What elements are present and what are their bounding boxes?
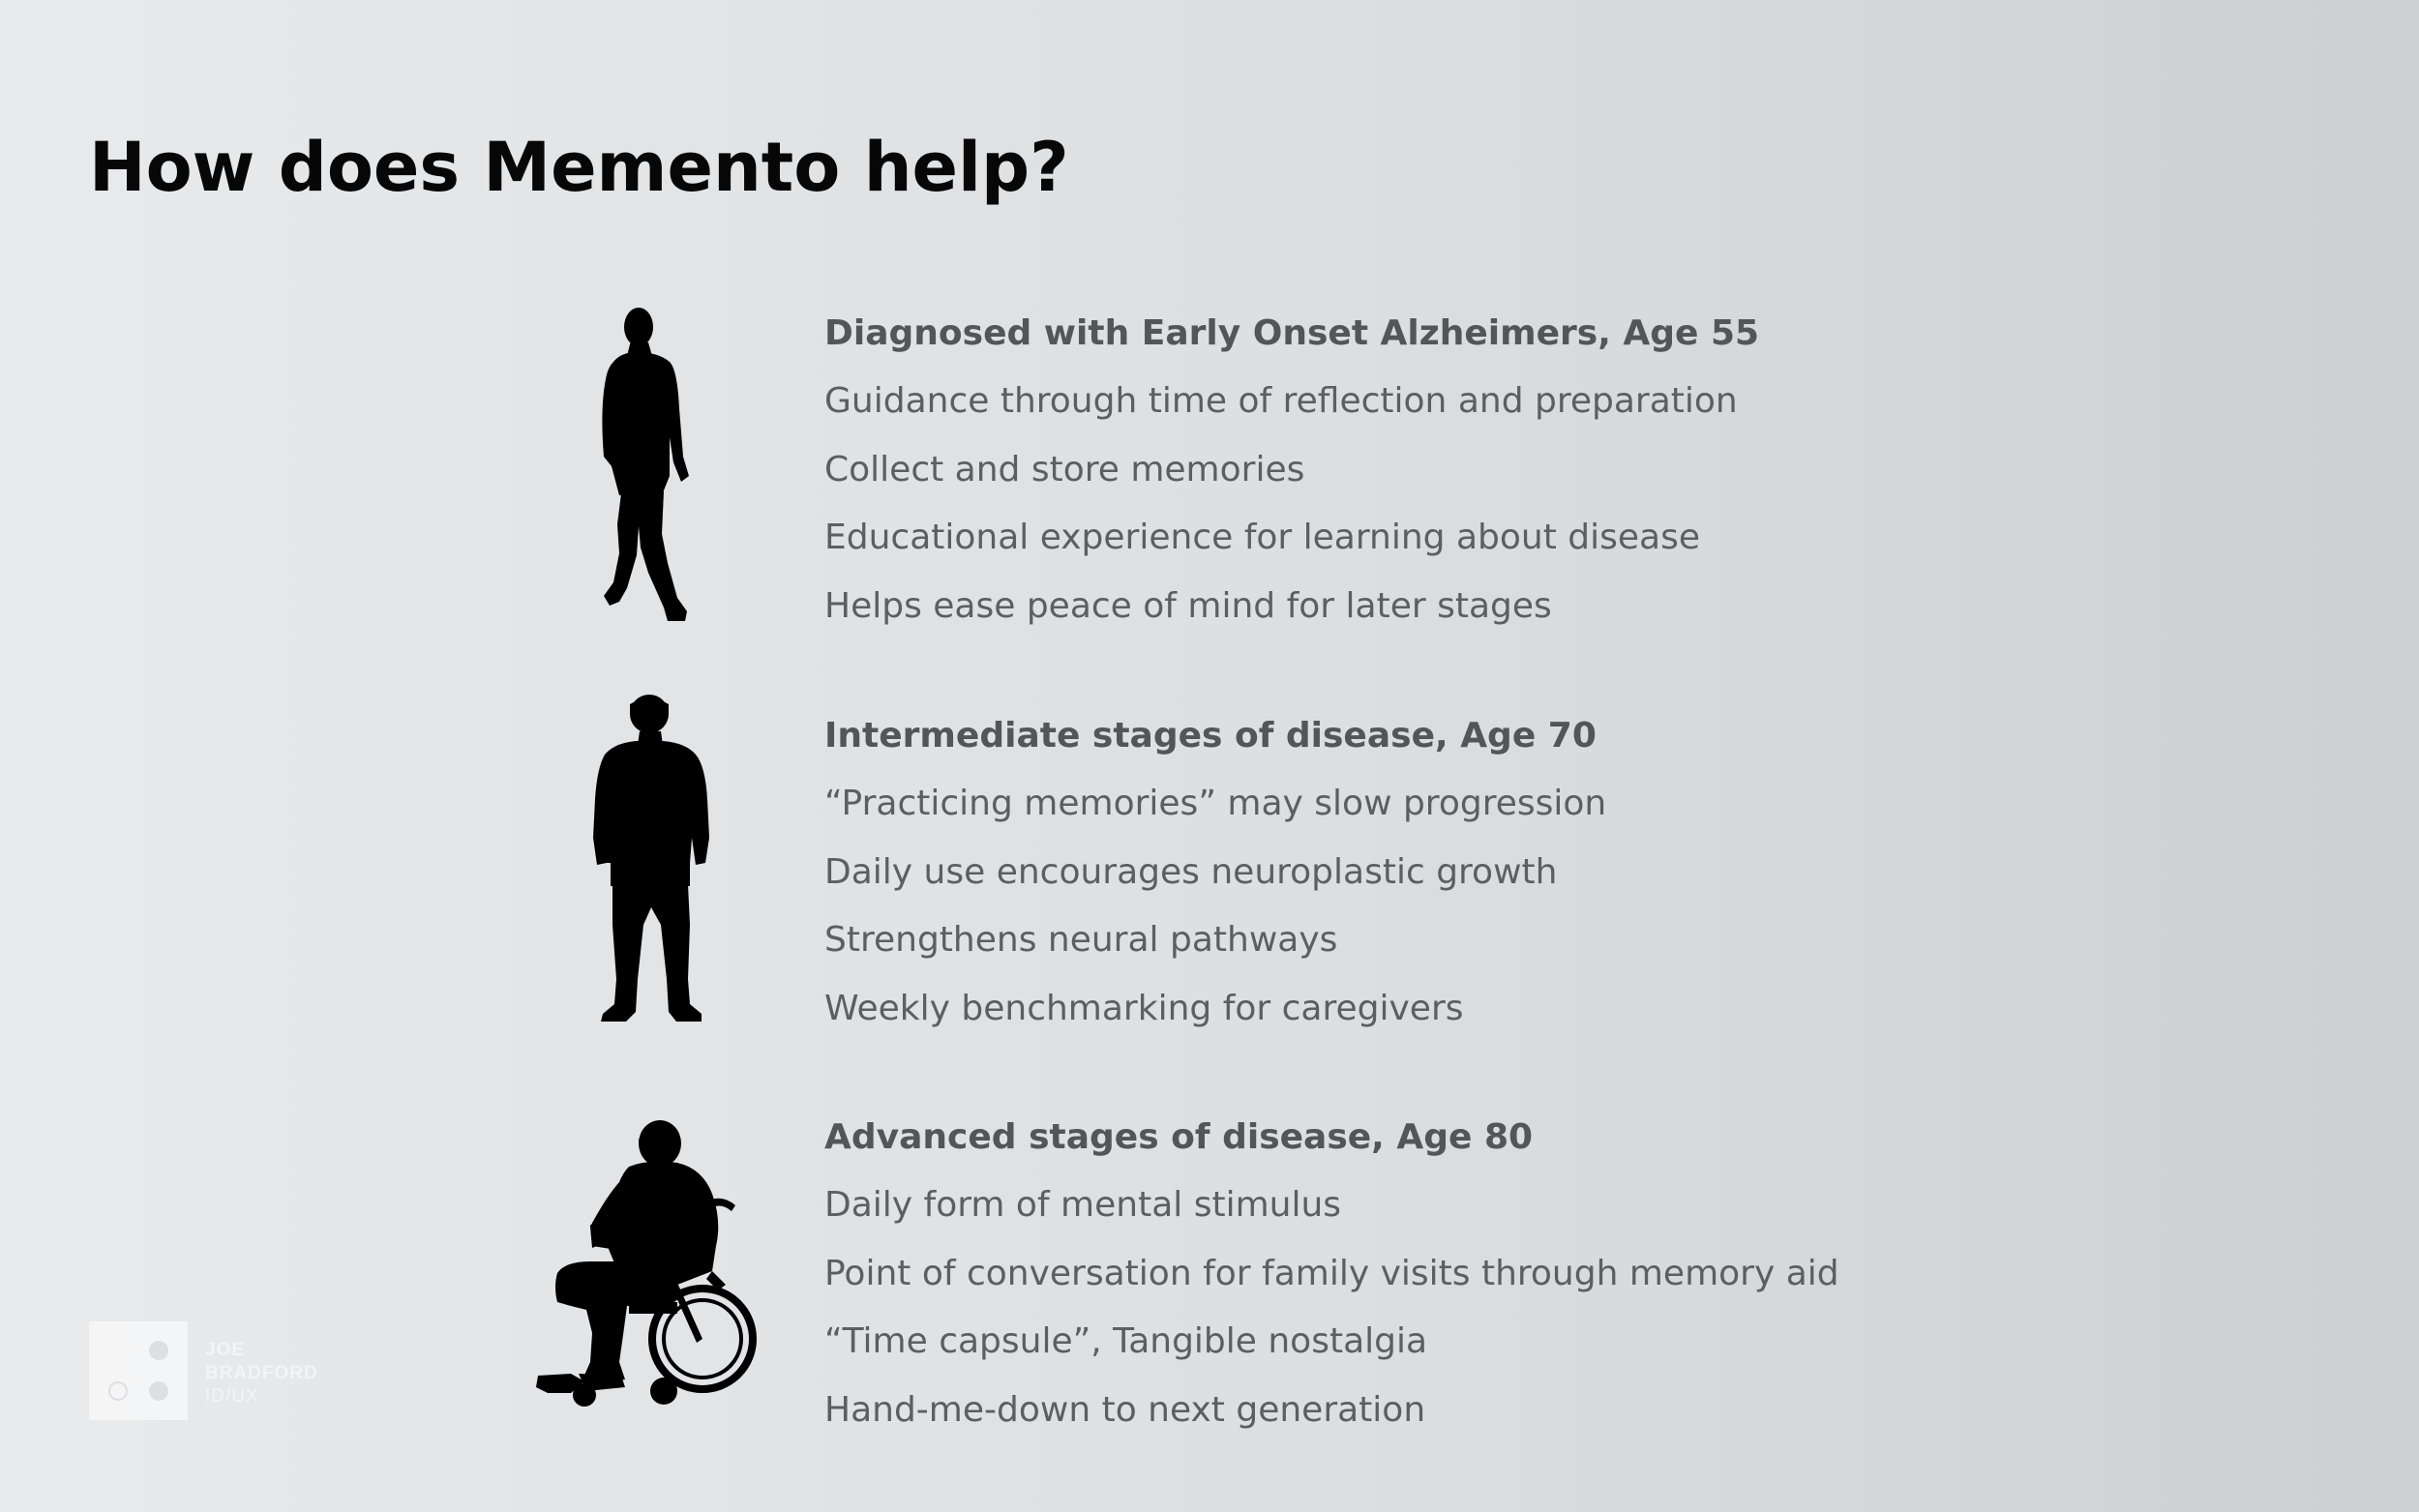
list-item: Helps ease peace of mind for later stages [824, 585, 1552, 626]
logo-line: BRADFORD [205, 1363, 318, 1383]
list-item: Point of conversation for family visits through memory aid [824, 1253, 1839, 1293]
logo-text [205, 1339, 318, 1408]
list-item: Educational experience for learning about disease [824, 518, 1700, 558]
section-advanced [824, 1104, 1839, 1444]
list-item: Daily form of mental stimulus [824, 1185, 1342, 1226]
list-item: Collect and store memories [824, 449, 1305, 489]
list-item: “Time capsule”, Tangible nostalgia [824, 1321, 1428, 1362]
logo-ring-icon [108, 1381, 128, 1401]
section-early-onset [824, 300, 1759, 640]
page-title: How does Memento help? [89, 128, 1069, 207]
logo-dot-icon [149, 1341, 168, 1360]
list-item: Weekly benchmarking for caregivers [824, 988, 1464, 1028]
standing-person-icon [576, 693, 726, 1027]
wheelchair-person-icon [532, 1120, 774, 1410]
section-heading: Diagnosed with Early Onset Alzheimers, Age 55 [824, 313, 1760, 353]
logo-dot-icon [149, 1381, 168, 1401]
logo-line: ID/UX [205, 1386, 259, 1407]
list-item: Strengthens neural pathways [824, 920, 1338, 961]
list-item: Daily use encourages neuroplastic growth [824, 851, 1558, 892]
walking-person-icon [581, 302, 716, 631]
logo-line: JOE [205, 1340, 246, 1360]
list-item: Guidance through time of reflection and preparation [824, 381, 1738, 422]
section-intermediate [824, 702, 1606, 1043]
section-heading: Intermediate stages of disease, Age 70 [824, 716, 1597, 756]
logo-mark [89, 1321, 188, 1420]
section-heading: Advanced stages of disease, Age 80 [824, 1117, 1534, 1157]
list-item: Hand-me-down to next generation [824, 1389, 1426, 1430]
list-item: “Practicing memories” may slow progression [824, 784, 1607, 824]
